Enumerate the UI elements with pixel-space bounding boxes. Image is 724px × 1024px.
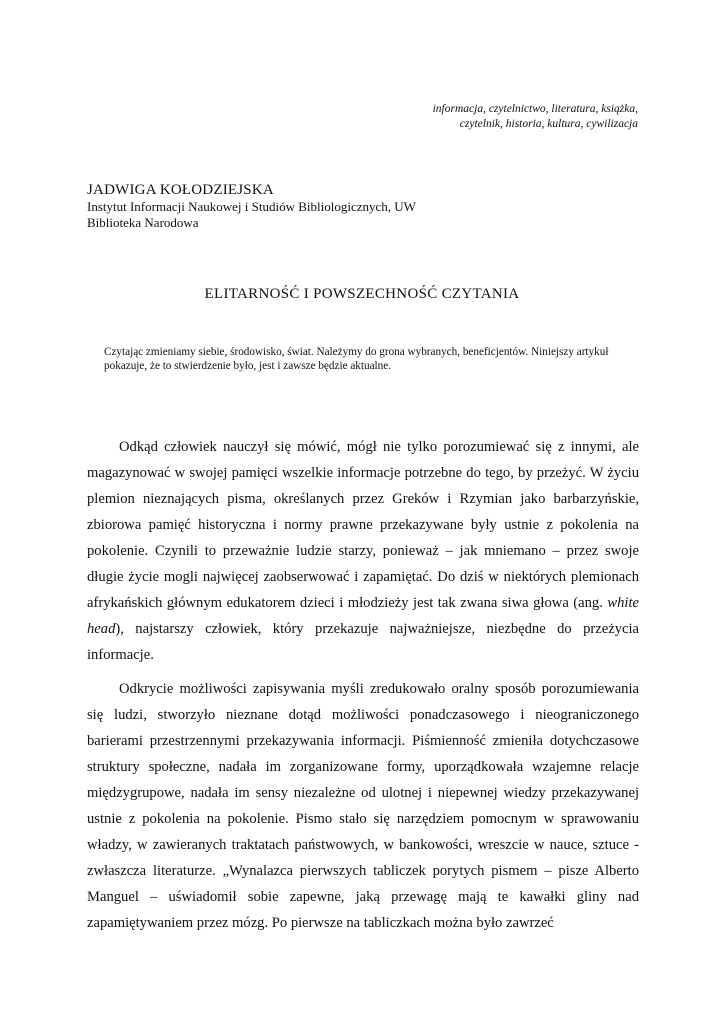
author-block: [87, 181, 647, 231]
article-title: ELITARNOŚĆ I POWSZECHNOŚĆ CZYTANIA: [204, 286, 520, 302]
keywords-line-2: czytelnik, historia, kultura, cywilizacja: [459, 118, 638, 130]
paragraph-1: [87, 434, 639, 668]
paragraph-2: Odkrycie możliwości zapisywania myśli zredukowało oralny sposób porozumiewania się ludzi, stworzyło nieznane dotąd możliwości ponadczasowego i nieograniczonego barierami przestrzennymi przekazywania informacji. Piśmienność zmieniła dotychczasowe struktury społeczne, nadała im zorganizowane formy, uporządkowała wzajemne relacje międzygrupowe, nadała im sensy niezależne od ulotnej i niepewnej wiedzy przekazywanej ustnie z pokolenia na pokolenie. Pismo stało się narzędziem pomocnym w sprawowaniu władzy, w zawieranych traktatach państwowych, w bankowości, wreszcie w nauce, sztuce - zwłaszcza literaturze. „Wynalazca pierwszych tabliczek porytych pismem – pisze Alberto Manguel – uświadomił sobie zapewne, jaką przewagę mają te kawałki gliny nad zapamiętywaniem przez mózg. Po pierwsze na tabliczkach można było zawrzeć: [87, 681, 639, 931]
keywords-block: [218, 102, 638, 132]
affiliation-library: Biblioteka Narodowa: [87, 215, 199, 230]
paragraph-1-italic-term: white head: [87, 595, 639, 637]
author-name: JADWIGA KOŁODZIEJSKA: [87, 182, 274, 198]
affiliation-institute: Instytut Informacji Naukowej i Studiów Bibliologicznych, UW: [87, 199, 416, 214]
keywords-line-1: informacja, czytelnictwo, literatura, książka,: [432, 103, 638, 115]
article-body: [87, 434, 639, 936]
paragraph-1-part-1: Odkąd człowiek nauczył się mówić, mógł nie tylko porozumiewać się z innymi, ale magazynować w swojej pamięci wszelkie informacje potrzebne do tego, by przeżyć. W życiu plemion nieznających pisma, określanych przez Greków i Rzymian jako barbarzyńskie, zbiorowa pamięć historyczna i normy prawne przekazywane były ustnie z pokolenia na pokolenie. Czynili to przeważnie ludzie starzy, ponieważ – jak mniemano – przez swoje długie życie mogli najwięcej zaobserwować i zapamiętać. Do dziś w niektórych plemionach afrykańskich głównym edukatorem dzieci i młodzieży jest tak zwana siwa głowa (ang.: [87, 439, 639, 611]
abstract: Czytając zmieniamy siebie, środowisko, świat. Należymy do grona wybranych, beneficjentów. Niniejszy artykuł pokazuje, że to stwierdzenie było, jest i zawsze będzie aktualne.: [104, 346, 609, 372]
paragraph-1-part-2: ), najstarszy człowiek, który przekazuje najważniejsze, niezbędne do przeżycia informacje.: [87, 621, 639, 663]
